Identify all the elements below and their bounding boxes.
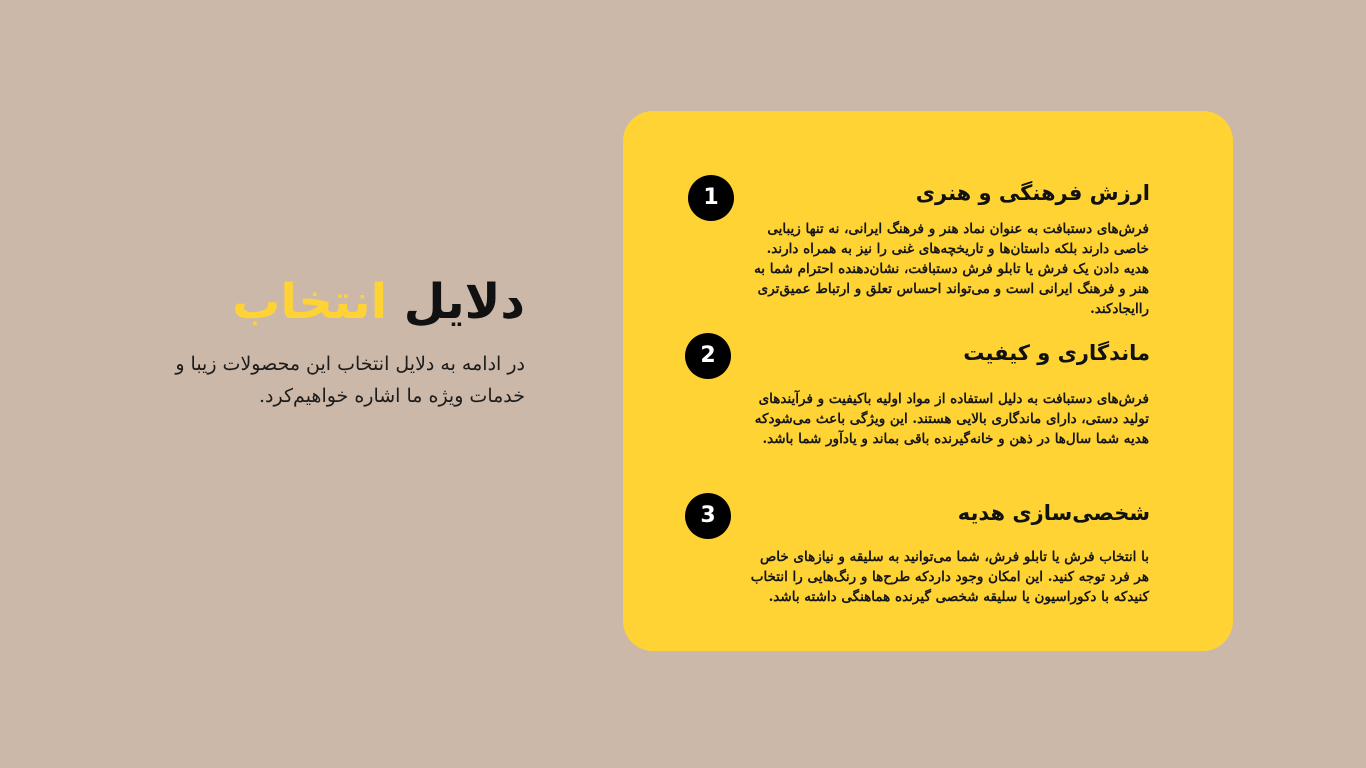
title-word-dark: دلایل <box>403 274 525 330</box>
reason-text-2: فرش‌های دستبافت به دلیل استفاده از مواد اولیه باکیفیت و فرآیندهای تولید دستی، دارای ماندگاری بالایی هستند. این ویژگی باعث می‌شودکه هدیه شما سال‌ها در ذهن و خانه‌گیرنده باقی بماند و یادآور شما باشد. <box>754 391 1149 447</box>
reason-text-1: فرش‌های دستبافت به عنوان نماد هنر و فرهنگ ایرانی، نه تنها زیبایی خاصی دارند بلکه داستان‌ها و تاریخچه‌های غنی را نیز به همراه دارند. هدیه دادن یک فرش یا تابلو فرش دستبافت، نشان‌دهنده احترام شما به هنر و فرهنگ ایرانی است و می‌تواند احساس تعلق و ارتباط عمیق‌تری راایجادکند. <box>754 221 1149 317</box>
intro-section <box>140 270 525 412</box>
number-badge-1: 1 <box>688 175 734 221</box>
page-title <box>140 270 525 334</box>
title-word-accent: انتخاب <box>232 274 388 330</box>
number-badge-3: 3 <box>685 493 731 539</box>
intro-paragraph: در ادامه به دلایل انتخاب این محصولات زیبا و خدمات ویژه ما اشاره خواهیم‌کرد. <box>175 353 525 407</box>
reason-title-3: شخصی‌سازی هدیه <box>957 501 1150 525</box>
reason-text-3: با انتخاب فرش یا تابلو فرش، شما می‌توانید به سلیقه و نیازهای خاص هر فرد توجه کنید. این امکان وجود داردکه طرح‌ها و رنگ‌هایی را انتخاب کنیدکه با دکوراسیون یا سلیقه شخصی گیرنده هماهنگی داشته باشد. <box>750 549 1149 605</box>
reasons-card <box>623 111 1233 651</box>
number-badge-2: 2 <box>685 333 731 379</box>
reason-title-1: ارزش فرهنگی و هنری <box>915 181 1150 205</box>
reason-title-2: ماندگاری و کیفیت <box>963 341 1150 365</box>
